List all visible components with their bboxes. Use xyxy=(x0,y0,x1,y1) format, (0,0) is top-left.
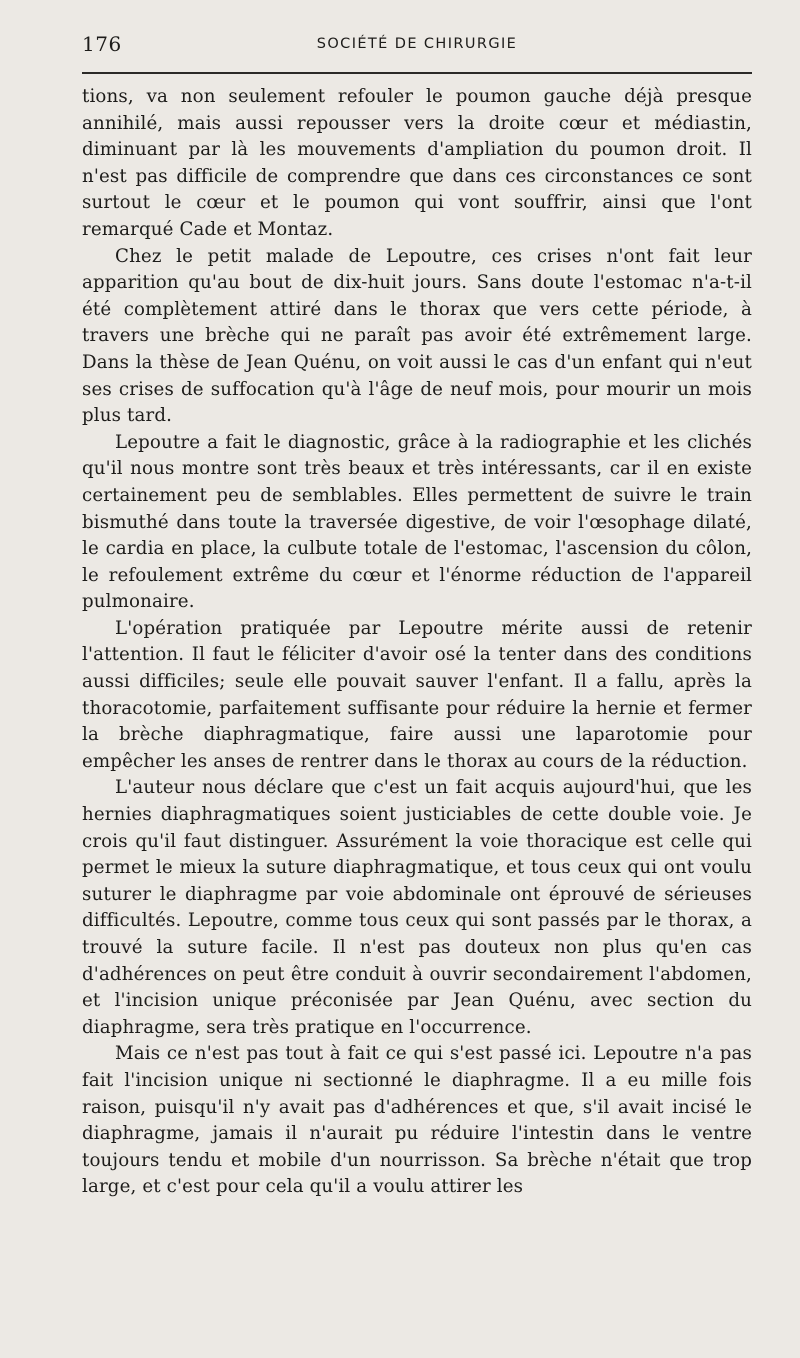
body-text xyxy=(82,84,752,1201)
header-rule xyxy=(82,72,752,74)
paragraph: Lepoutre a fait le diagnostic, grâce à la radiographie et les clichés qu'il nous montre sont très beaux et très intéressants, car il en existe certainement peu de semblables. Elles permettent de suivre le train bismuthé dans toute la traversée digestive, de voir l'œsophage dilaté, le cardia en place, la culbute totale de l'estomac, l'ascension du côlon, le refoulement extrême du cœur et l'énorme réduction de l'appareil pulmonaire. xyxy=(82,431,752,613)
page-header xyxy=(82,0,752,62)
paragraph: L'opération pratiquée par Lepoutre mérite aussi de retenir l'attention. Il faut le féliciter d'avoir osé la tenter dans des conditions aussi difficiles; seule elle pouvait sauver l'enfant. Il a fallu, après la thoracotomie, parfaitement suffisante pour réduire la hernie et fermer la brèche diaphragmatique, faire aussi une laparotomie pour empêcher les anses de rentrer dans le thorax au cours de la réduction. xyxy=(82,617,752,772)
paragraph: Mais ce n'est pas tout à fait ce qui s'est passé ici. Lepoutre n'a pas fait l'incision unique ni sectionné le diaphragme. Il a eu mille fois raison, puisqu'il n'y avait pas d'adhérences et que, s'il avait incisé le diaphragme, jamais il n'aurait pu réduire l'intestin dans le ventre toujours tendu et mobile d'un nourrisson. Sa brèche n'était que trop large, et c'est pour cela qu'il a voulu attirer les xyxy=(82,1043,752,1198)
paragraph: tions, va non seulement refouler le poumon gauche déjà presque annihilé, mais aussi repousser vers la droite cœur et médiastin, diminuant par là les mouvements d'ampliation du poumon droit. Il n'est pas difficile de comprendre que dans ces circonstances ce sont surtout le cœur et le poumon qui vont souffrir, ainsi que l'ont remarqué Cade et Montaz. xyxy=(82,86,752,240)
paragraph: Chez le petit malade de Lepoutre, ces crises n'ont fait leur apparition qu'au bout de dix-huit jours. Sans doute l'estomac n'a-t-il été complètement attiré dans le thorax que vers cette période, à travers une brèche qui ne paraît pas avoir été extrêmement large. Dans la thèse de Jean Quénu, on voit aussi le cas d'un enfant qui n'eut ses crises de suffocation qu'à l'âge de neuf mois, pour mourir un mois plus tard. xyxy=(82,245,752,427)
paragraph: L'auteur nous déclare que c'est un fait acquis aujourd'hui, que les hernies diaphragmatiques soient justiciables de cette double voie. Je crois qu'il faut distinguer. Assurément la voie thoracique est celle qui permet le mieux la suture diaphragmatique, et tous ceux qui ont voulu suturer le diaphragme par voie abdominale ont éprouvé de sérieuses difficultés. Lepoutre, comme tous ceux qui sont passés par le thorax, a trouvé la suture facile. Il n'est pas douteux non plus qu'en cas d'adhérences on peut être conduit à ouvrir secondairement l'abdomen, et l'incision unique préconisée par Jean Quénu, avec section du diaphragme, sera très pratique en l'occurrence. xyxy=(82,777,752,1038)
running-head: SOCIÉTÉ DE CHIRURGIE xyxy=(316,36,518,52)
page-number: 176 xyxy=(82,32,122,56)
